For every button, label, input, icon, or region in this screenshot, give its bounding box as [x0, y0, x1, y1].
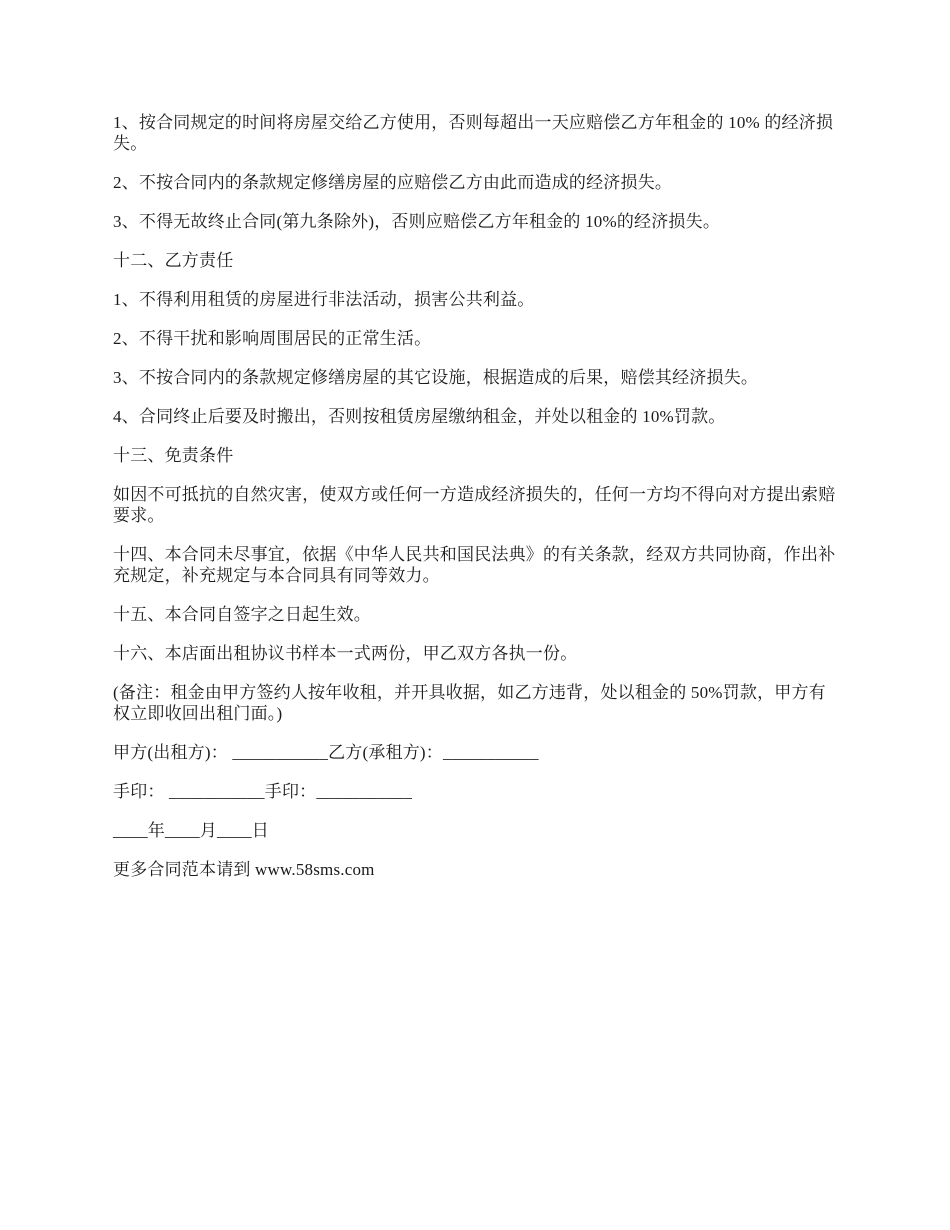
- section-14: 十四、本合同未尽事宜，依据《中华人民共和国民法典》的有关条款，经双方共同协商，作出补充规定，补充规定与本合同具有同等效力。: [113, 545, 836, 585]
- clause-a-1: 1、按合同规定的时间将房屋交给乙方使用，否则每超出一天应赔偿乙方年租金的 10% 的经济损失。: [113, 113, 834, 153]
- signature-parties-line: 甲方(出租方)： ___________乙方(承租方)：___________: [113, 743, 539, 762]
- force-majeure-clause: 如因不可抵抗的自然灾害，使双方或任何一方造成经济损失的，任何一方均不得向对方提出索赔要求。: [113, 485, 836, 525]
- clause-b-3: 3、不按合同内的条款规定修缮房屋的其它设施，根据造成的后果，赔偿其经济损失。: [113, 368, 759, 387]
- section-heading-12: 十二、乙方责任: [113, 251, 234, 270]
- clause-a-3: 3、不得无故终止合同(第九条除外)，否则应赔偿乙方年租金的 10%的经济损失。: [113, 212, 721, 231]
- clause-a-2: 2、不按合同内的条款规定修缮房屋的应赔偿乙方由此而造成的经济损失。: [113, 173, 673, 192]
- contract-page: [113, 112, 843, 898]
- section-heading-13: 十三、免责条件: [113, 446, 234, 465]
- signature-seal-line: 手印： ___________手印：___________: [113, 782, 413, 801]
- clause-b-2: 2、不得干扰和影响周围居民的正常生活。: [113, 329, 432, 348]
- signature-date-line: ____年____月____日: [113, 821, 269, 840]
- clause-b-4: 4、合同终止后要及时搬出，否则按租赁房屋缴纳租金，并处以租金的 10%罚款。: [113, 407, 726, 426]
- footer-link-text: 更多合同范本请到 www.58sms.com: [113, 860, 375, 879]
- section-16: 十六、本店面出租协议书样本一式两份，甲乙双方各执一份。: [113, 644, 578, 663]
- clause-b-1: 1、不得利用租赁的房屋进行非法活动，损害公共利益。: [113, 290, 535, 309]
- remark-note: (备注：租金由甲方签约人按年收租，并开具收据，如乙方违背，处以租金的 50%罚款，甲方有权立即收回出租门面。): [113, 683, 826, 723]
- section-15: 十五、本合同自签字之日起生效。: [113, 605, 371, 624]
